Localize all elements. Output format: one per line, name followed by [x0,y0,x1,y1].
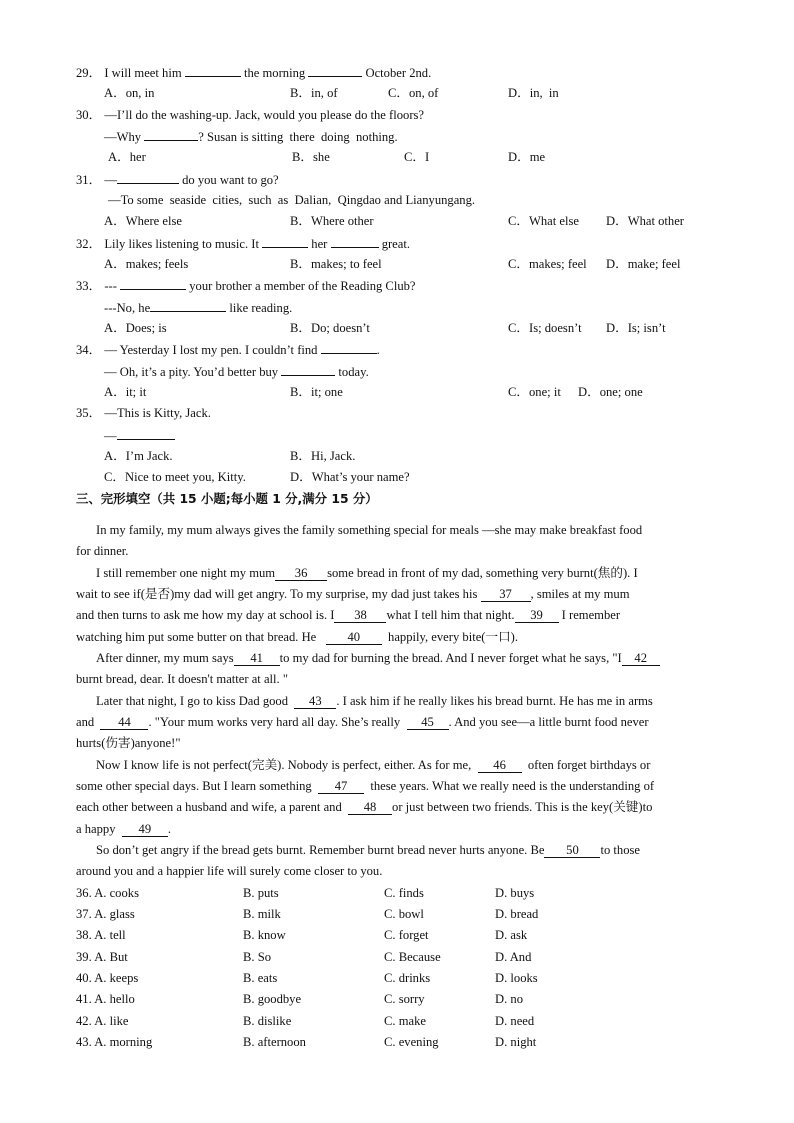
answer-option: 42. A. like [76,1014,129,1028]
passage-line [96,565,638,581]
passage-text: or just between two friends. This is the key(关键)to [392,800,653,814]
answer-blank [321,341,377,354]
passage-line [96,842,640,858]
cloze-blank-38: 38 [334,608,386,623]
answer-option: C. drinks [384,971,431,985]
question-text: today. [338,365,369,379]
option-b: B．Do; doesn’t [290,321,370,335]
question-29 [76,64,431,81]
option-c: C．makes; feel [508,257,587,271]
option-c: C．Is; doesn’t [508,321,582,335]
question-text: —Why [104,130,142,144]
passage-text: some bread in front of my dad, something very burnt(焦的). I [327,566,638,580]
passage-line [76,629,518,645]
cloze-blank-42: 42 [622,651,660,666]
question-text: Lily likes listening to music. It [104,237,259,251]
passage-text: . I ask him if he really likes his bread burnt. He has me in arms [336,694,653,708]
passage-line: around you and a happier life will surely come closer to you. [76,864,383,878]
passage-text: I still remember one night my mum [96,566,276,580]
option-d: D．make; feel [606,257,681,271]
passage-line [96,757,650,773]
answer-option: D. ask [495,928,528,942]
option-a: A．it; it [104,385,147,399]
answer-option: C. evening [384,1035,439,1049]
passage-text: After dinner, my mum says [96,651,234,665]
question-text: like reading. [229,301,293,315]
passage-line: In my family, my mum always gives the family something special for meals —she may make breakfast food [96,523,643,537]
answer-blank [144,128,198,141]
option-a: A．I’m Jack. [104,449,173,463]
passage-line [76,607,620,623]
passage-line [76,821,171,837]
passage-line [76,714,649,730]
passage-text: . [167,822,171,836]
question-32 [76,235,410,252]
passage-text: what I tell him that night. [386,608,515,622]
cloze-blank-47: 47 [318,779,364,794]
answer-option: D. looks [495,971,538,985]
section-heading: 三、完形填空（共 15 小题;每小题 1 分,满分 15 分） [76,491,378,506]
answer-option: C. forget [384,928,429,942]
passage-text: a happy [76,822,116,836]
cloze-blank-50: 50 [544,843,600,858]
question-number: 34． [76,343,102,357]
cloze-blank-49: 49 [122,822,168,837]
passage-text: each other between a husband and wife, a parent and [76,800,342,814]
question-text: ? Susan is sitting there doing nothing. [198,130,398,144]
question-text: — [104,173,117,187]
passage-line [96,650,660,666]
answer-option: D. need [495,1014,535,1028]
option-a: A．Where else [104,214,182,228]
answer-option: B. know [243,928,286,942]
passage-text: to my dad for burning the bread. And I never forget what he says, "I [279,651,622,665]
answer-option: B. eats [243,971,278,985]
question-33-reply [104,299,292,316]
option-d: D．What other [606,214,684,228]
passage-text: watching him put some butter on that bread. He [76,630,317,644]
passage-text: So don’t get angry if the bread gets burnt. Remember burnt bread never hurts anyone. Be [96,843,545,857]
option-b: B．in, of [290,86,338,100]
passage-line [96,693,653,709]
cloze-blank-36: 36 [275,566,327,581]
question-31 [76,171,279,188]
question-text: --- [104,279,117,293]
answer-option: 36. A. cooks [76,886,139,900]
question-text: I will meet him [104,66,182,80]
cloze-blank-37: 37 [481,587,531,602]
cloze-blank-39: 39 [515,608,559,623]
answer-option: 43. A. morning [76,1035,153,1049]
answer-blank [120,277,186,290]
question-number: 32． [76,237,102,251]
passage-text: often forget birthdays or [527,758,651,772]
passage-line [76,778,654,794]
answer-blank [308,64,362,77]
answer-blank [117,171,179,184]
answer-option: B. So [243,950,271,964]
option-b: B．Where other [290,214,374,228]
answer-option: B. puts [243,886,279,900]
passage-text: . And you see—a little burnt food never [448,715,649,729]
answer-option: 40. A. keeps [76,971,139,985]
answer-option: C. bowl [384,907,424,921]
passage-line: for dinner. [76,544,129,558]
question-35 [76,405,211,421]
question-text: ---No, he [104,301,151,315]
answer-blank [262,235,308,248]
passage-text: , smiles at my mum [530,587,630,601]
question-text: your brother a member of the Reading Club? [189,279,416,293]
question-text: — Oh, it’s a pity. You’d better buy [104,365,279,379]
answer-option: C. Because [384,950,441,964]
question-text: —This is Kitty, Jack. [104,406,211,420]
cloze-blank-40: 40 [326,630,382,645]
question-text: her [311,237,328,251]
question-35-reply [104,427,175,444]
question-number: 30． [76,108,102,122]
option-c: C．one; it [508,385,561,399]
question-text: October 2nd. [365,66,432,80]
question-text: the morning [243,66,306,80]
answer-option: B. dislike [243,1014,292,1028]
question-text: —I’ll do the washing-up. Jack, would you please do the floors? [104,108,425,122]
answer-option: D. bread [495,907,539,921]
answer-option: C. finds [384,886,424,900]
answer-option: D. buys [495,886,535,900]
passage-line [76,799,652,815]
answer-option: D. And [495,950,532,964]
question-34-reply [104,363,369,380]
answer-blank [331,235,379,248]
passage-text: . "Your mum works very hard all day. She’s really [148,715,401,729]
option-b: B．Hi, Jack. [290,449,356,463]
option-d: D．Is; isn’t [606,321,666,335]
question-30-reply [104,128,398,145]
answer-option: 41. A. hello [76,992,135,1006]
answer-option: 39. A. But [76,950,128,964]
passage-text: and [76,715,95,729]
cloze-blank-45: 45 [407,715,449,730]
cloze-blank-43: 43 [294,694,336,709]
passage-text: and then turns to ask me how my day at school is. I [76,608,335,622]
answer-option: B. goodbye [243,992,302,1006]
passage-text: to those [600,843,640,857]
answer-blank [150,299,226,312]
answer-blank [117,427,175,440]
passage-text: some other special days. But I learn something [76,779,312,793]
question-text: . [376,343,380,357]
answer-option: B. milk [243,907,281,921]
option-d: D．in, in [508,86,559,100]
option-c: C．on, of [388,86,439,100]
passage-line [76,586,630,602]
answer-option: D. night [495,1035,537,1049]
answer-option: 37. A. glass [76,907,135,921]
question-33 [76,277,416,294]
cloze-blank-44: 44 [100,715,148,730]
option-d: D．me [508,150,546,164]
question-number: 31． [76,173,102,187]
passage-text: Later that night, I go to kiss Dad good [96,694,289,708]
option-c: C．Nice to meet you, Kitty. [104,470,246,484]
answer-option: B. afternoon [243,1035,306,1049]
passage-text: I remember [561,608,621,622]
cloze-blank-41: 41 [234,651,280,666]
passage-line: hurts(伤害)anyone!" [76,736,181,750]
question-text: — [104,429,117,443]
option-b: B．it; one [290,385,343,399]
cloze-blank-46: 46 [478,758,522,773]
question-31-reply: —To some seaside cities, such as Dalian, Qingdao and Lianyungang. [108,193,476,207]
option-b: B．she [292,150,330,164]
question-number: 29． [76,66,102,80]
option-a: A．Does; is [104,321,167,335]
answer-blank [185,64,241,77]
option-a: A．makes; feels [104,257,189,271]
option-d: D．one; one [578,385,643,399]
question-30 [76,107,424,123]
passage-text: happily, every bite(一口). [388,630,519,644]
option-c: C．I [404,150,430,164]
passage-line: burnt bread, dear. It doesn't matter at all. " [76,672,288,686]
answer-option: D. no [495,992,523,1006]
cloze-blank-48: 48 [348,800,392,815]
answer-option: C. make [384,1014,426,1028]
question-text: — Yesterday I lost my pen. I couldn’t find [104,343,318,357]
option-c: C．What else [508,214,579,228]
question-number: 33． [76,279,102,293]
passage-text: wait to see if(是否)my dad will get angry. To my surprise, my dad just takes his [76,587,478,601]
answer-option: 38. A. tell [76,928,126,942]
question-text: do you want to go? [182,173,279,187]
passage-text: these years. What we really need is the understanding of [370,779,655,793]
passage-text: Now I know life is not perfect(完美). Nobody is perfect, either. As for me, [96,758,472,772]
answer-blank [281,363,335,376]
option-a: A．her [108,150,146,164]
option-d: D．What’s your name? [290,470,410,484]
question-text: great. [381,237,411,251]
answer-option: C. sorry [384,992,425,1006]
option-a: A．on, in [104,86,155,100]
option-b: B．makes; to feel [290,257,382,271]
question-number: 35． [76,406,102,420]
question-34 [76,341,380,358]
